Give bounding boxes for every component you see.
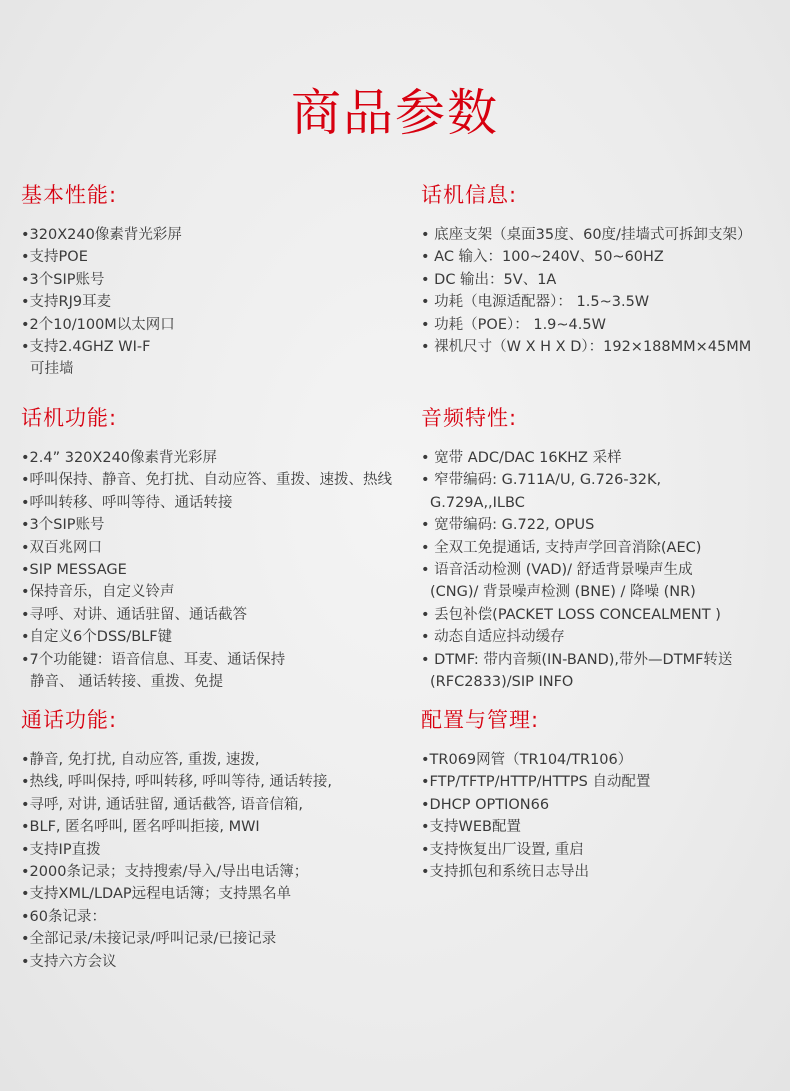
list-item: • 宽带 ADC/DAC 16KHZ 采样 — [421, 450, 622, 466]
section-title-call-func: 通话功能: — [21, 708, 118, 732]
list-item: • 丢包补偿(PACKET LOSS CONCEALMENT ) — [421, 606, 721, 623]
list-item: •寻呼, 对讲, 通话驻留, 通话截答, 语音信箱, — [21, 796, 304, 813]
page-title: 商品参数 — [291, 84, 499, 142]
list-item: • 语音活动检测 (VAD)/ 舒适背景噪声生成 — [421, 562, 693, 579]
list-item: • 宽带编码: G.722, OPUS — [421, 517, 595, 534]
list-item: • AC 输入：100~240V、50~60HZ — [421, 249, 664, 266]
list-item-continuation: (CNG)/ 背景噪声检测 (BNE) / 降噪 (NR) — [430, 584, 696, 601]
list-item: • DC 输出：5V、1A — [421, 271, 557, 288]
section-title-basic: 基本性能: — [21, 183, 118, 207]
list-item-continuation: 可挂墙 — [30, 361, 74, 378]
config-management-section — [421, 705, 650, 883]
section-title-config: 配置与管理: — [421, 708, 540, 732]
list-item: •呼叫转移、呼叫等待、通话转接 — [21, 494, 233, 511]
list-item: •支持2.4GHZ WI-F — [21, 339, 151, 356]
list-item-continuation: 静音、 通话转接、重拨、免提 — [30, 674, 224, 691]
list-item: •保持音乐，自定义铃声 — [21, 584, 175, 601]
list-item: • 窄带编码: G.711A/U, G.726-32K, — [421, 472, 662, 489]
list-item: •静音, 免打扰, 自动应答, 重拨, 速拨, — [21, 752, 260, 768]
list-item: • 功耗（电源适配器）： 1.5~3.5W — [421, 294, 650, 311]
list-item: • 全双工免提通话, 支持声学回音消除(AEC) — [421, 539, 702, 556]
list-item: •2个10/100M以太网口 — [21, 316, 175, 333]
list-item: •320X240像素背光彩屏 — [21, 227, 182, 243]
audio-features-section — [421, 403, 732, 693]
list-item: •3个SIP账号 — [21, 271, 105, 288]
list-item: • 底座支架（桌面35度、60度/挂墙式可拆卸支架） — [421, 227, 752, 243]
list-item: • 裸机尺寸（W X H X D）：192×188MM×45MM — [421, 339, 752, 356]
list-item-continuation: (RFC2833)/SIP INFO — [430, 674, 574, 691]
list-item: •支持XML/LDAP远程电话簿；支持黑名单 — [21, 886, 292, 903]
basic-performance-section — [21, 180, 182, 381]
list-item: •SIP MESSAGE — [21, 562, 127, 579]
list-item: •7个功能键：语音信息、耳麦、通话保持 — [21, 651, 286, 668]
list-item: •60条记录： — [21, 908, 107, 925]
list-item: •寻呼、对讲、通话驻留、通话截答 — [21, 606, 248, 623]
list-item: •FTP/TFTP/HTTP/HTTPS 自动配置 — [421, 774, 651, 791]
list-item: •TR069网管（TR104/TR106） — [421, 752, 633, 768]
section-title-phone-func: 话机功能: — [21, 406, 118, 430]
list-item: •支持RJ9耳麦 — [21, 294, 112, 311]
phone-function-section — [21, 403, 392, 693]
phone-info-section — [421, 180, 751, 358]
section-title-audio: 音频特性: — [421, 406, 518, 430]
list-item: • 动态自适应抖动缓存 — [421, 629, 565, 646]
list-item: •支持IP直拨 — [21, 841, 101, 858]
list-item: •双百兆网口 — [21, 539, 103, 556]
list-item: •支持POE — [21, 249, 88, 266]
list-item: •DHCP OPTION66 — [421, 796, 550, 813]
list-item: •2.4” 320X240像素背光彩屏 — [21, 450, 218, 466]
call-function-section — [21, 705, 332, 973]
list-item: •2000条记录；支持搜索/导入/导出电话簿； — [21, 864, 309, 881]
list-item: •支持六方会议 — [21, 953, 117, 970]
list-item: • 功耗（POE）： 1.9~4.5W — [421, 316, 606, 333]
list-item-continuation: G.729A,,ILBC — [430, 494, 525, 511]
list-item: •BLF, 匿名呼叫, 匿名呼叫拒接, MWI — [21, 819, 260, 836]
list-item: • DTMF: 带内音频(IN-BAND),带外—DTMF转送 — [421, 651, 733, 668]
list-item: •自定义6个DSS/BLF键 — [21, 629, 173, 646]
list-item: •全部记录/未接记录/呼叫记录/已接记录 — [21, 931, 277, 948]
list-item: •呼叫保持、静音、免打扰、自动应答、重拨、速拨、热线 — [21, 472, 393, 489]
list-item: •支持恢复出厂设置, 重启 — [421, 841, 584, 858]
section-title-phone-info: 话机信息: — [421, 183, 518, 207]
list-item: •支持WEB配置 — [421, 819, 521, 836]
list-item: •热线, 呼叫保持, 呼叫转移, 呼叫等待, 通话转接, — [21, 774, 333, 791]
list-item: •支持抓包和系统日志导出 — [421, 864, 590, 881]
list-item: •3个SIP账号 — [21, 517, 105, 534]
